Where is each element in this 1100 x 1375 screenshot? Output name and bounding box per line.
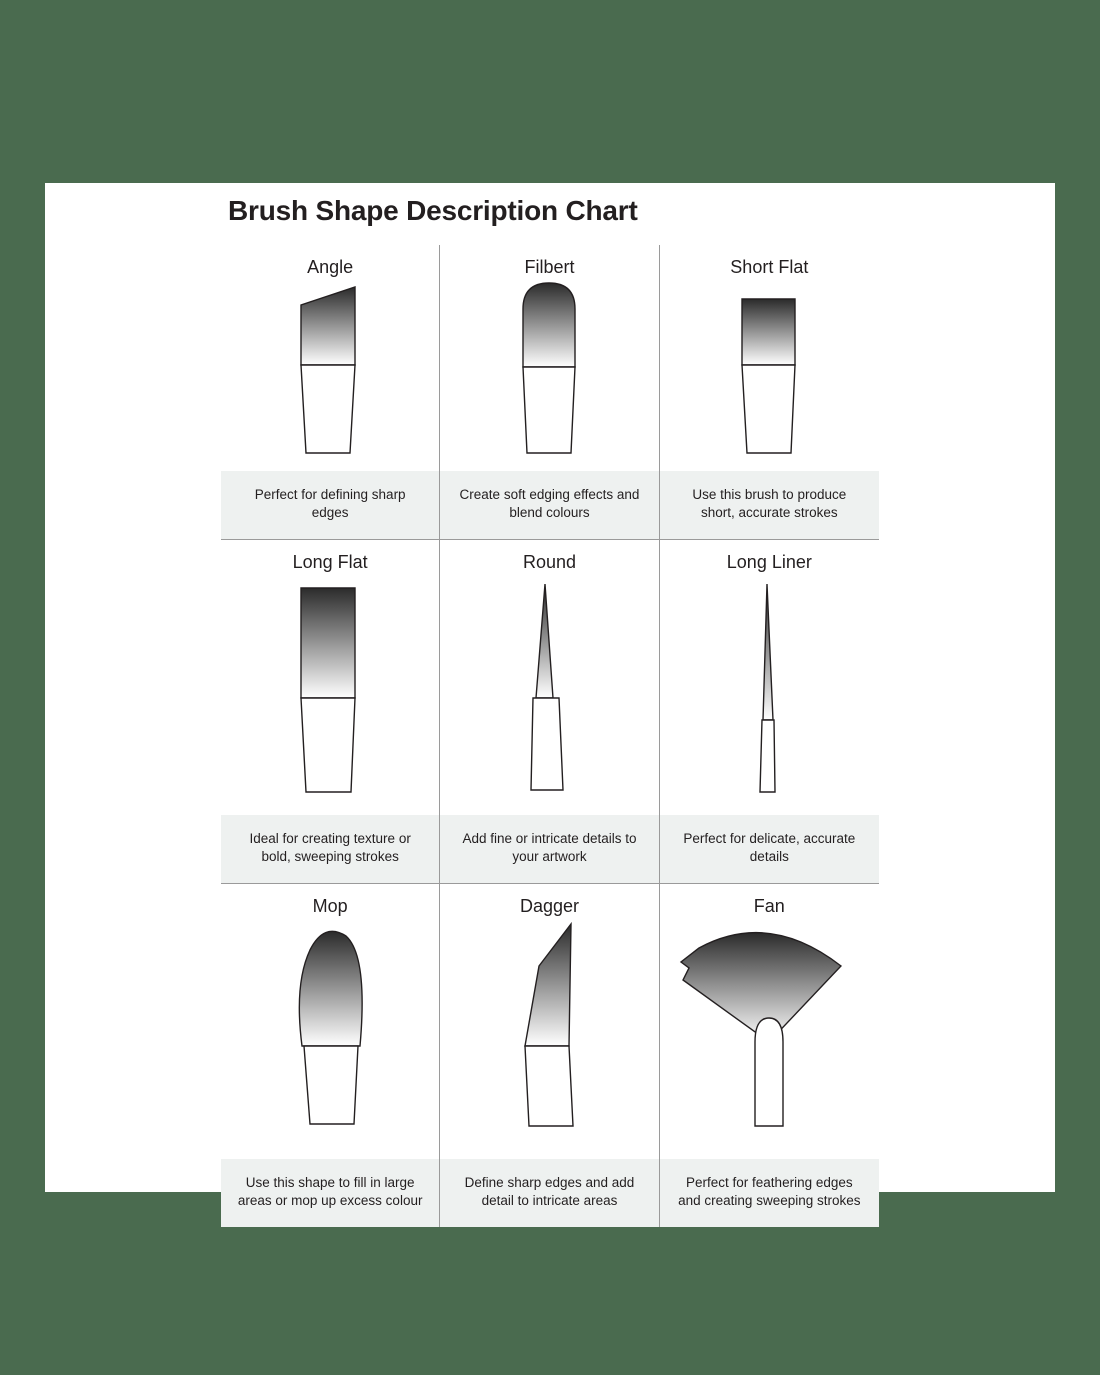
chart-card — [45, 183, 1055, 1208]
brush-illustration — [440, 914, 658, 1159]
brush-cell-long-flat[interactable] — [221, 540, 440, 883]
brush-description-text: Perfect for feathering edges and creating sweeping strokes — [678, 1175, 861, 1208]
brush-cell-angle[interactable] — [221, 245, 440, 539]
brush-description — [221, 471, 439, 539]
brush-illustration — [440, 275, 658, 471]
brush-description-text: Use this brush to produce short, accurate strokes — [692, 487, 847, 520]
brush-cell-fan[interactable] — [660, 884, 879, 1227]
dagger-brush-icon — [489, 914, 609, 1139]
brush-name-label: Short Flat — [730, 257, 809, 277]
brush-cell-round[interactable] — [440, 540, 659, 883]
brush-illustration — [221, 914, 439, 1159]
brush-description-text: Perfect for defining sharp edges — [254, 487, 406, 520]
brush-description-text: Create soft edging effects and blend colours — [459, 487, 640, 520]
table-row — [221, 540, 879, 884]
table-row — [221, 884, 879, 1227]
brush-illustration — [660, 914, 879, 1159]
brush-illustration — [221, 570, 439, 815]
fan-brush-icon — [669, 914, 869, 1139]
brush-description-text: Define sharp edges and add detail to intricate areas — [464, 1175, 635, 1208]
brush-name-label: Dagger — [519, 896, 580, 916]
brush-name-label: Round — [522, 552, 577, 572]
brush-illustration — [660, 570, 879, 815]
brush-illustration — [221, 275, 439, 471]
brush-description — [221, 1159, 439, 1227]
brush-illustration — [660, 275, 879, 471]
brush-name-label: Long Flat — [292, 552, 368, 572]
brush-cell-dagger[interactable] — [440, 884, 659, 1227]
long-liner-brush-icon — [709, 570, 829, 810]
brush-description — [660, 471, 879, 539]
brush-name-label: Angle — [307, 257, 354, 277]
table-row — [221, 245, 879, 540]
brush-cell-long-liner[interactable] — [660, 540, 879, 883]
round-brush-icon — [489, 570, 609, 810]
brush-cell-short-flat[interactable] — [660, 245, 879, 539]
brush-cell-mop[interactable] — [221, 884, 440, 1227]
mop-brush-icon — [270, 914, 390, 1139]
brush-illustration — [440, 570, 658, 815]
brush-description-text: Use this shape to fill in large areas or mop up excess colour — [237, 1175, 423, 1208]
brush-name-label: Filbert — [524, 257, 575, 277]
brush-name-label: Long Liner — [726, 552, 812, 572]
brush-name-label: Mop — [312, 896, 348, 916]
brush-name-label: Fan — [753, 896, 785, 916]
brush-description-text: Add fine or intricate details to your artwork — [462, 831, 637, 864]
angle-brush-icon — [270, 275, 390, 465]
brush-description — [440, 1159, 658, 1227]
brush-description — [660, 815, 879, 883]
brush-description-text: Perfect for delicate, accurate details — [683, 831, 856, 864]
long-flat-brush-icon — [270, 570, 390, 810]
brush-description — [221, 815, 439, 883]
short-flat-brush-icon — [709, 275, 829, 465]
brush-description — [440, 471, 658, 539]
page-title: Brush Shape Description Chart — [228, 195, 638, 226]
brush-cell-filbert[interactable] — [440, 245, 659, 539]
brush-description — [660, 1159, 879, 1227]
brush-description — [440, 815, 658, 883]
brush-shape-grid — [221, 245, 879, 1227]
filbert-brush-icon — [489, 275, 609, 465]
brush-description-text: Ideal for creating texture or bold, sweeping strokes — [249, 831, 411, 864]
